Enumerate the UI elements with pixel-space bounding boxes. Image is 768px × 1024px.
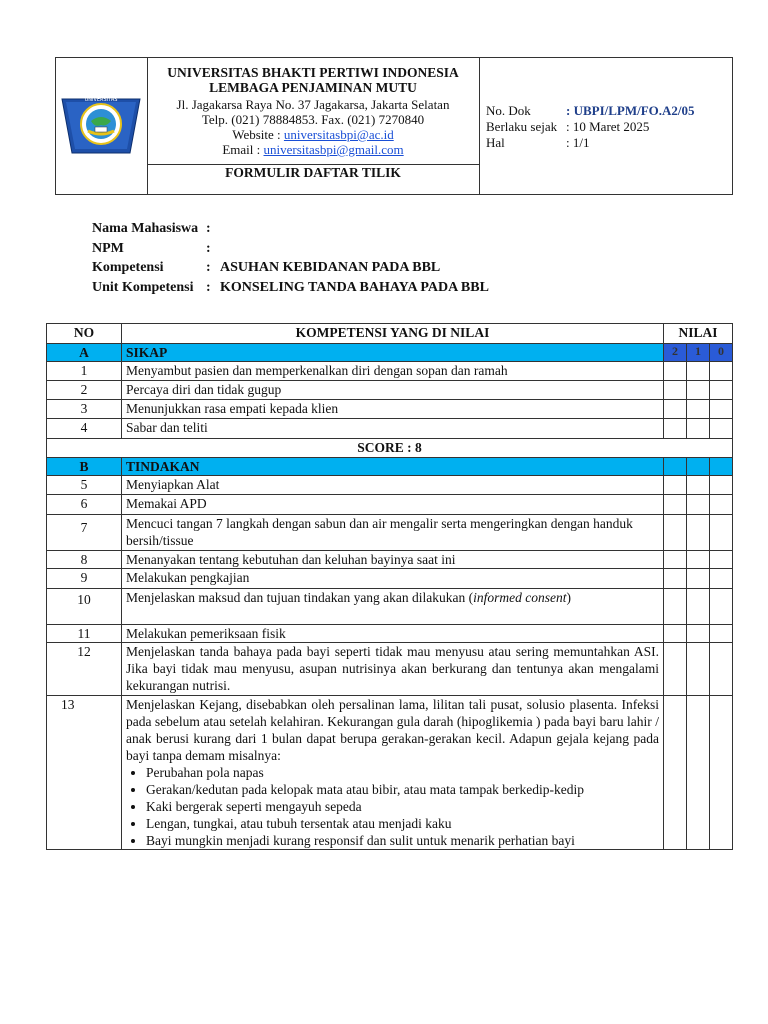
website-link[interactable]: universitasbpi@ac.id xyxy=(283,127,394,142)
page-label: Hal xyxy=(486,135,505,150)
score-1: 1 xyxy=(695,344,701,358)
list-item: • Bayi mungkin menjadi kurang responsif dan sulit untuk menarik perhatian bayi xyxy=(146,832,659,849)
table-row: 2 Percaya diri dan tidak gugup xyxy=(47,381,733,400)
section-code: A xyxy=(47,344,122,362)
score-cell[interactable] xyxy=(664,589,687,625)
score-cell[interactable] xyxy=(664,381,687,400)
info-label: Unit Kompetensi xyxy=(92,279,194,295)
bullet-list xyxy=(126,764,659,849)
table-row: 4 Sabar dan teliti xyxy=(47,419,733,439)
unit-name: LEMBAGA PENJAMINAN MUTU xyxy=(209,80,417,95)
score-cell[interactable] xyxy=(710,589,733,625)
info-value: ASUHAN KEBIDANAN PADA BBL xyxy=(220,260,441,275)
score-cell[interactable] xyxy=(687,696,710,850)
list-item: • Lengan, tungkai, atau tubuh tersentak atau menjadi kaku xyxy=(146,815,659,832)
score-cell[interactable] xyxy=(710,362,733,381)
score-cell[interactable] xyxy=(687,381,710,400)
score-cell[interactable] xyxy=(687,569,710,589)
score-cell[interactable] xyxy=(687,643,710,696)
website-line: Website : universitasbpi@ac.id xyxy=(232,127,394,142)
score-cell[interactable] xyxy=(664,495,687,515)
logo-text: UNIVERSITAS xyxy=(84,97,118,103)
score-cell[interactable] xyxy=(710,495,733,515)
info-value: KONSELING TANDA BAHAYA PADA BBL xyxy=(220,279,489,295)
table-row: 13 Menjelaskan Kejang, disebabkan oleh persalinan lama, lilitan tali pusat, solusio plasenta. Infeksi pada sebelum atau setelah kelahiran. Kekurangan gula darah (hipoglikemia ) pada bayi baru lahir / anak berusi kurang dari 1 bulan dapat berupa gerakan-gerakan kecil. Adapun gejala kejang pada bayi tanpa demam misalnya: • Perubahan pola napas • Gerakan/kedutan pada kelopak mata atau bibir, atau mata tampak berkedip-kedip • Kaki bergerak seperti mengayuh sepeda • Lengan, tungkai, atau tubuh tersentak atau menjadi kaku • Bayi mungkin menjadi kurang responsif dan sulit untuk menarik perhatian bayi xyxy=(47,696,733,850)
table-header-row xyxy=(47,324,733,344)
score-cell[interactable] xyxy=(687,625,710,643)
university-logo xyxy=(58,91,144,161)
info-label: Kompetensi xyxy=(92,260,164,275)
score-cell[interactable] xyxy=(710,643,733,696)
score-cell[interactable] xyxy=(710,419,733,439)
checklist-table xyxy=(46,323,733,850)
score-cell[interactable] xyxy=(710,381,733,400)
email-link[interactable]: universitasbpi@gmail.com xyxy=(263,142,404,157)
info-label: Nama Mahasiswa xyxy=(92,221,199,236)
score-cell[interactable] xyxy=(664,515,687,551)
list-item: • Perubahan pola napas xyxy=(146,764,659,781)
score-cell[interactable] xyxy=(664,419,687,439)
score-cell[interactable] xyxy=(687,551,710,569)
score-cell[interactable] xyxy=(710,625,733,643)
address: Jl. Jagakarsa Raya No. 37 Jagakarsa, Jakarta Selatan xyxy=(176,97,450,112)
doc-no-label: No. Dok xyxy=(486,103,531,118)
score-cell[interactable] xyxy=(687,419,710,439)
score-cell[interactable] xyxy=(710,569,733,589)
score-cell[interactable] xyxy=(664,643,687,696)
score-label: SCORE : 8 xyxy=(47,439,733,458)
email-line: Email : universitasbpi@gmail.com xyxy=(222,142,404,157)
table-row: 9 Melakukan pengkajian xyxy=(47,569,733,589)
list-item: • Gerakan/kedutan pada kelopak mata atau bibir, atau mata tampak berkedip-kedip xyxy=(146,781,659,798)
score-cell[interactable] xyxy=(687,589,710,625)
score-cell[interactable] xyxy=(664,400,687,419)
header-nilai: NILAI xyxy=(664,324,733,344)
score-cell[interactable] xyxy=(687,515,710,551)
table-row: 10 Menjelaskan maksud dan tujuan tindakan yang akan dilakukan (informed consent) xyxy=(47,589,733,625)
doc-no-value: : UBPI/LPM/FO.A2/05 xyxy=(566,103,695,118)
score-cell[interactable] xyxy=(687,495,710,515)
score-cell[interactable] xyxy=(710,696,733,850)
table-row: 6 Memakai APD xyxy=(47,495,733,515)
section-row-a xyxy=(47,344,733,362)
phone: Telp. (021) 78884853. Fax. (021) 7270840 xyxy=(201,112,425,127)
score-cell[interactable] xyxy=(687,400,710,419)
score-cell[interactable] xyxy=(710,515,733,551)
score-row xyxy=(47,439,733,458)
list-item: • Kaki bergerak seperti mengayuh sepeda xyxy=(146,798,659,815)
info-label: NPM xyxy=(92,240,124,256)
score-cell[interactable] xyxy=(710,551,733,569)
section-title: TINDAKAN xyxy=(122,458,664,476)
section-title: SIKAP xyxy=(122,344,664,362)
score-cell[interactable] xyxy=(710,400,733,419)
score-cell[interactable] xyxy=(664,696,687,850)
score-cell[interactable] xyxy=(710,476,733,495)
score-cell[interactable] xyxy=(664,551,687,569)
table-row: 8 Menanyakan tentang kebutuhan dan keluhan bayinya saat ini xyxy=(47,551,733,569)
valid-since-value: : 10 Maret 2025 xyxy=(566,119,650,134)
score-cell[interactable] xyxy=(664,625,687,643)
score-cell[interactable] xyxy=(664,476,687,495)
section-row-b xyxy=(47,458,733,476)
student-info: Nama Mahasiswa : NPM : Kompetensi : ASUHAN KEBIDANAN PADA BBL Unit Kompetensi : KONSELING TANDA BAHAYA PADA BBL xyxy=(92,219,489,297)
table-row: 7 Mencuci tangan 7 langkah dengan sabun dan air mengalir serta mengeringkan dengan handuk bersih/tissue xyxy=(47,515,733,551)
section-code: B xyxy=(47,458,122,476)
document-header xyxy=(55,57,733,195)
score-cell[interactable] xyxy=(664,362,687,381)
score-cell[interactable] xyxy=(687,476,710,495)
table-row: 12 Menjelaskan tanda bahaya pada bayi seperti tidak mau menyusu atau sering memuntahkan ASI. Jika bayi tidak mau menyusu, asupan nutrisinya akan berkurang dan tentunya akan mengalami kekurangan nutrisi. xyxy=(47,643,733,696)
table-row: 5 Menyiapkan Alat xyxy=(47,476,733,495)
university-name: UNIVERSITAS BHAKTI PERTIWI INDONESIA xyxy=(167,65,459,80)
table-row: 3 Menunjukkan rasa empati kepada klien xyxy=(47,400,733,419)
document-info xyxy=(486,103,695,151)
form-title: FORMULIR DAFTAR TILIK xyxy=(225,165,401,180)
valid-since-label: Berlaku sejak xyxy=(486,119,558,134)
score-2: 2 xyxy=(672,344,678,358)
score-cell[interactable] xyxy=(664,569,687,589)
score-cell[interactable] xyxy=(687,362,710,381)
table-row: 1 Menyambut pasien dan memperkenalkan diri dengan sopan dan ramah xyxy=(47,362,733,381)
header-kompetensi: KOMPETENSI YANG DI NILAI xyxy=(122,324,664,344)
header-no: NO xyxy=(47,324,122,344)
table-row: 11 Melakukan pemeriksaan fisik xyxy=(47,625,733,643)
score-0: 0 xyxy=(718,344,724,358)
page-value: : 1/1 xyxy=(566,135,590,150)
item-13-text: Menjelaskan Kejang, disebabkan oleh persalinan lama, lilitan tali pusat, solusio plasenta. Infeksi pada sebelum atau setelah kelahiran. Kekurangan gula darah (hipoglikemia ) pada bayi baru lahir / anak berusi kurang dari 1 bulan dapat berupa gerakan-gerakan kecil. Adapun gejala kejang pada bayi tanpa demam misalnya: xyxy=(126,697,659,763)
